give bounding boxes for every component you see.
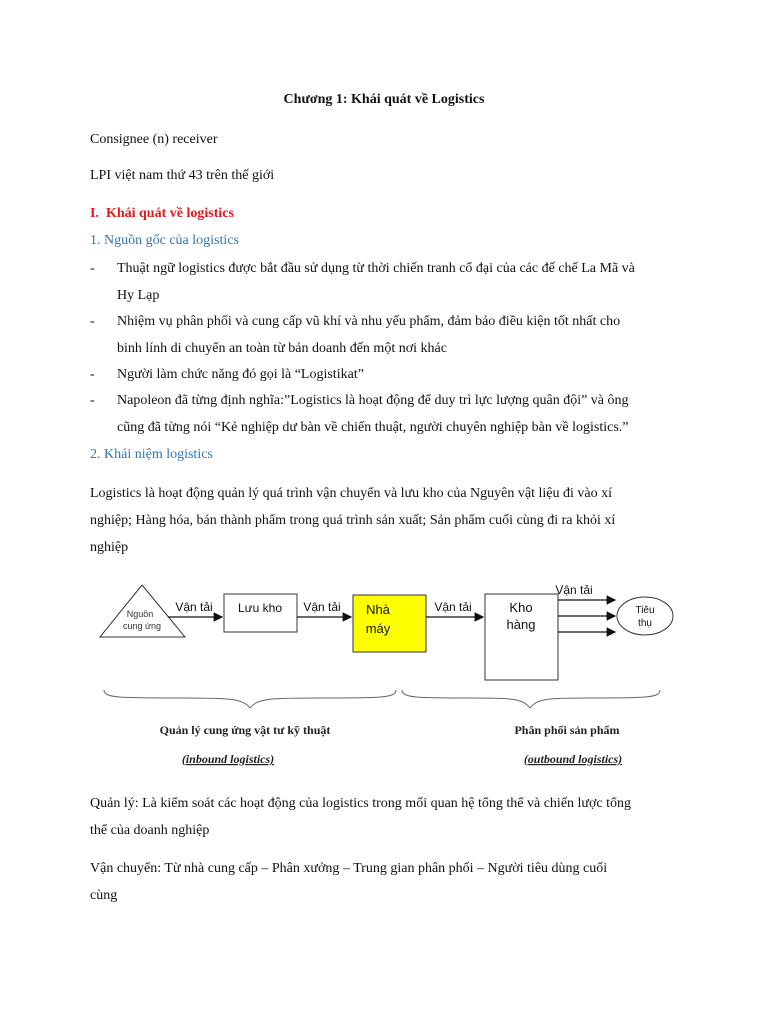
section-title: Khái quát về logistics <box>105 206 234 221</box>
supplier-label-2: cung ứng <box>122 621 162 631</box>
list-item <box>90 309 678 362</box>
section-number: I. <box>90 206 99 221</box>
supplier-label-1: Nguồn <box>126 609 154 619</box>
bullet-line: Napoleon đã từng định nghĩa:”Logistics là hoạt động để duy trì lực lượng quân đội” và ông <box>117 393 629 408</box>
definition-line: nghiệp; Hàng hóa, bán thành phẩm trong quá trình sản xuất; Sản phẩm cuối cùng đi ra khỏi xí <box>90 513 616 528</box>
management-paragraph <box>90 790 678 844</box>
transport-chain-paragraph <box>90 855 678 909</box>
transport-label-3: Vận tải <box>434 600 472 614</box>
consumption-label-2: thụ <box>638 618 652 629</box>
transport-label-2: Vận tải <box>303 600 341 614</box>
management-line: thể của doanh nghiệp <box>90 823 210 838</box>
bullet-text <box>117 388 678 441</box>
note-lpi: LPI việt nam thứ 43 trên thế giới <box>90 168 275 183</box>
inbound-brace <box>104 690 396 708</box>
bullet-text <box>117 256 678 309</box>
bullet-dash: - <box>90 314 95 329</box>
subsection-heading-2 <box>90 441 678 468</box>
outbound-label: (outbound logistics) <box>523 752 623 766</box>
factory-label-2: máy <box>365 621 391 636</box>
logistics-flow-diagram <box>0 570 768 780</box>
bullet-line: cũng đã từng nói “Kẻ nghiệp dư bàn về chiến thuật, người chuyên nghiệp bàn về logistics.” <box>117 419 629 435</box>
bullet-text: Người làm chức năng đó gọi là “Logistikat” <box>117 367 364 382</box>
subsection-title: Khái niệm logistics <box>104 447 213 462</box>
list-item <box>90 256 678 309</box>
subsection-number: 1. <box>90 233 101 248</box>
warehouse-label-2: hàng <box>506 617 536 632</box>
factory-label-1: Nhà <box>366 602 390 617</box>
inbound-caption: Quản lý cung ứng vật tư kỹ thuật <box>159 723 331 737</box>
bullet-line: Hy Lạp <box>117 287 160 303</box>
bullet-line: Nhiệm vụ phân phối và cung cấp vũ khí và nhu yếu phẩm, đảm bảo điều kiện tốt nhất cho <box>117 314 621 329</box>
transport-chain-line: cùng <box>90 888 118 903</box>
outbound-brace <box>402 690 660 708</box>
list-item <box>90 388 678 441</box>
bullet-dash: - <box>90 367 95 382</box>
transport-label-4: Vận tải <box>555 583 593 597</box>
list-item <box>90 362 678 389</box>
consumption-ellipse <box>617 597 673 635</box>
bullet-line: binh lính di chuyển an toàn từ bản doanh đến một nơi khác <box>117 340 447 356</box>
inbound-label: (inbound logistics) <box>181 752 275 766</box>
note-consignee: Consignee (n) receiver <box>90 132 218 147</box>
transport-chain-line: Vận chuyển: Từ nhà cung cấp – Phân xưởng – Trung gian phân phối – Người tiêu dùng cuối <box>90 861 608 876</box>
bullet-line: Thuật ngữ logistics được bắt đầu sử dụng từ thời chiến tranh cổ đại của các đế chế La Mã và <box>117 261 635 276</box>
consumption-label-1: Tiêu <box>635 605 655 616</box>
subsection-title: Nguồn gốc của logistics <box>104 233 239 248</box>
subsection-number: 2. <box>90 447 101 462</box>
bullet-dash: - <box>90 393 95 408</box>
warehouse-label-1: Kho <box>509 600 533 615</box>
transport-label-1: Vận tải <box>175 600 213 614</box>
outbound-caption: Phân phối sản phẩm <box>514 723 620 737</box>
section-heading-1 <box>90 200 678 227</box>
storage-label: Lưu kho <box>237 601 283 615</box>
bullet-text <box>117 309 678 362</box>
page-title: Chương 1: Khái quát về Logistics <box>283 92 485 107</box>
definition-line: nghiệp <box>90 540 129 555</box>
definition-line: Logistics là hoạt động quản lý quá trình vận chuyển và lưu kho của Nguyên vật liệu đi vào xí <box>90 486 612 501</box>
management-line: Quản lý: Là kiểm soát các hoạt động của logistics trong mối quan hệ tổng thể và chiến lược tổng <box>90 796 632 811</box>
subsection-heading-1 <box>90 227 678 254</box>
bullet-dash: - <box>90 261 95 276</box>
definition-paragraph <box>90 480 678 561</box>
